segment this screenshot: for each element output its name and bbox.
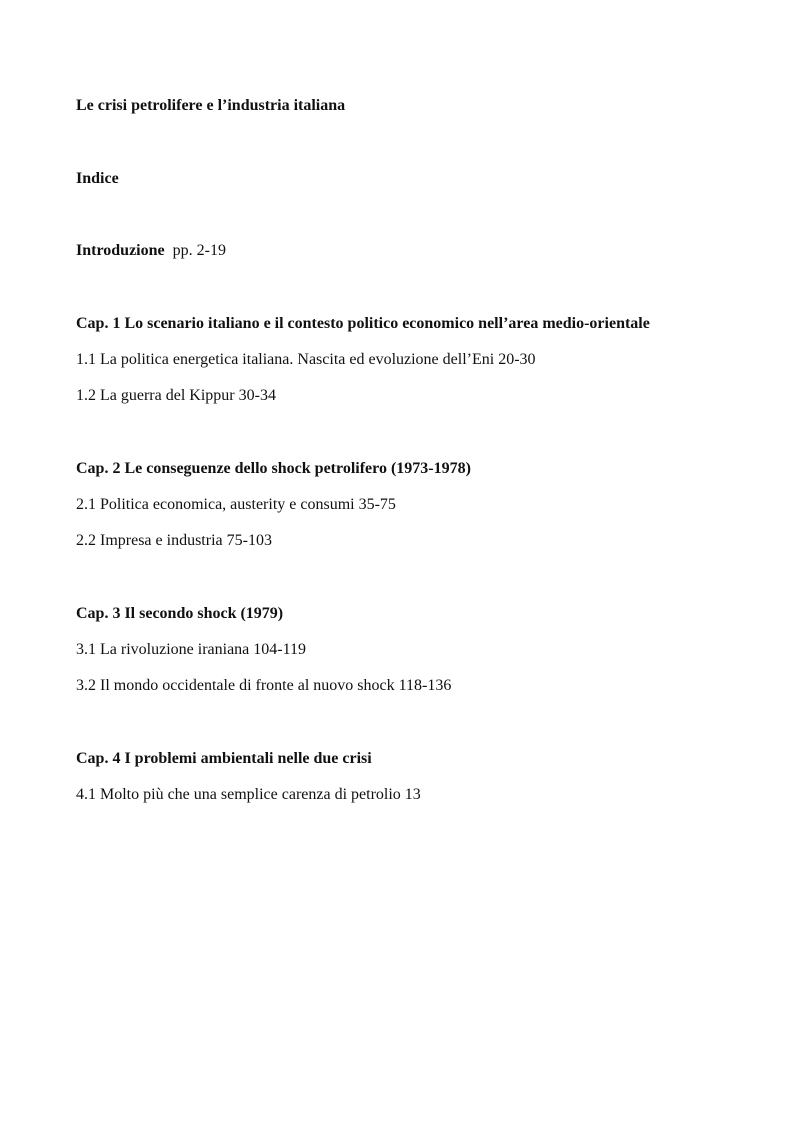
- chapter-1-title: Cap. 1 Lo scenario italiano e il contesto politico economico nell’area medio-orientale: [76, 315, 650, 332]
- index-heading: Indice: [76, 170, 119, 187]
- section-2-2: 2.2 Impresa e industria 75-103: [76, 532, 272, 549]
- section-3-2: 3.2 Il mondo occidentale di fronte al nuovo shock 118-136: [76, 677, 452, 694]
- section-1-2: 1.2 La guerra del Kippur 30-34: [76, 387, 276, 404]
- section-4-1: 4.1 Molto più che una semplice carenza di petrolio 13: [76, 786, 421, 803]
- section-3-1: 3.1 La rivoluzione iraniana 104-119: [76, 641, 306, 658]
- introduction-label: Introduzione: [76, 242, 165, 259]
- chapter-4-title: Cap. 4 I problemi ambientali nelle due crisi: [76, 750, 372, 767]
- introduction-pages: pp. 2-19: [172, 242, 226, 259]
- chapter-3-title: Cap. 3 Il secondo shock (1979): [76, 605, 284, 622]
- introduction-entry: [76, 241, 226, 261]
- chapter-2-title: Cap. 2 Le conseguenze dello shock petrolifero (1973-1978): [76, 460, 471, 477]
- section-1-1: 1.1 La politica energetica italiana. Nascita ed evoluzione dell’Eni 20-30: [76, 351, 536, 368]
- document-title: Le crisi petrolifere e l’industria italiana: [76, 97, 346, 114]
- section-2-1: 2.1 Politica economica, austerity e consumi 35-75: [76, 496, 396, 513]
